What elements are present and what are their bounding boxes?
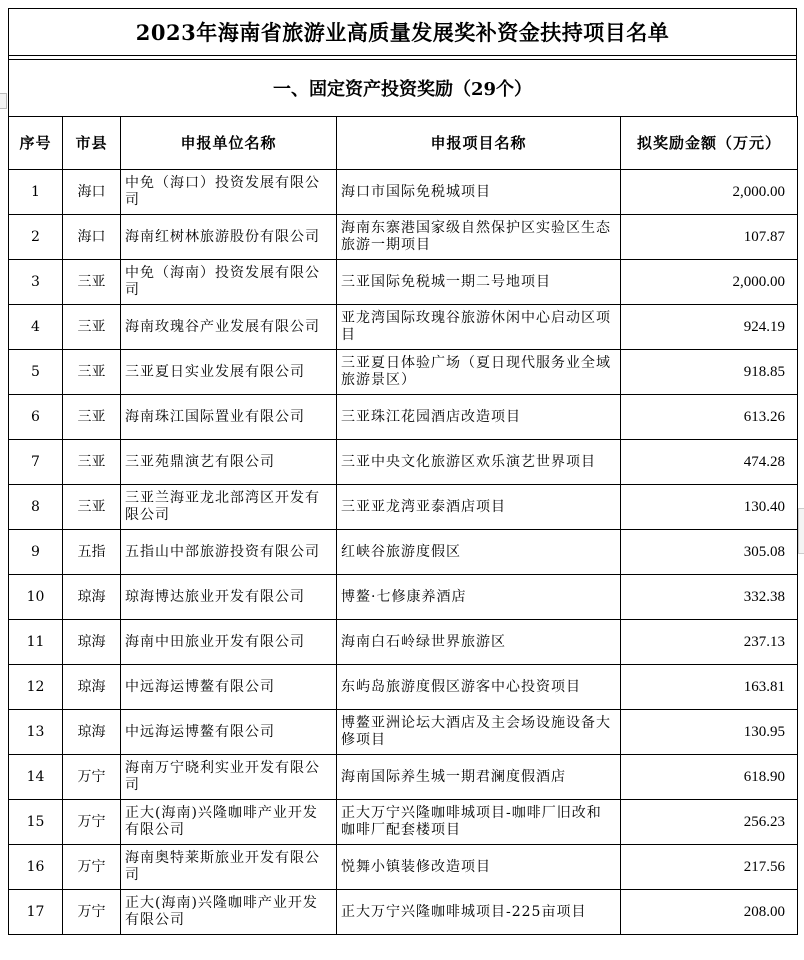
table-row: [9, 485, 798, 530]
cell-amount: 474.28: [621, 440, 798, 485]
cell-county: 海口: [63, 170, 121, 215]
cell-unit: 海南中田旅业开发有限公司: [121, 620, 337, 665]
cell-county: 琼海: [63, 710, 121, 755]
cell-project: 亚龙湾国际玫瑰谷旅游休闲中心启动区项目: [337, 305, 621, 350]
table-row: [9, 260, 798, 305]
cell-project: 海南东寨港国家级自然保护区实验区生态旅游一期项目: [337, 215, 621, 260]
cell-project: 悦舞小镇装修改造项目: [337, 845, 621, 890]
cell-unit: 海南红树林旅游股份有限公司: [121, 215, 337, 260]
cell-no: 17: [9, 890, 63, 935]
section-heading: 一、固定资产投资奖励（29个）: [8, 60, 797, 116]
document-title: 2023年海南省旅游业高质量发展奖补资金扶持项目名单: [8, 8, 797, 55]
cell-county: 三亚: [63, 395, 121, 440]
cell-unit: 正大(海南)兴隆咖啡产业开发有限公司: [121, 800, 337, 845]
table-row: [9, 665, 798, 710]
page-edge-marker-right: [798, 508, 804, 554]
cell-county: 万宁: [63, 845, 121, 890]
cell-project: 三亚珠江花园酒店改造项目: [337, 395, 621, 440]
cell-unit: 三亚夏日实业发展有限公司: [121, 350, 337, 395]
cell-county: 琼海: [63, 665, 121, 710]
cell-amount: 107.87: [621, 215, 798, 260]
table-row: [9, 170, 798, 215]
table-row: [9, 530, 798, 575]
cell-project: 三亚中央文化旅游区欢乐演艺世界项目: [337, 440, 621, 485]
cell-unit: 中远海运博鳌有限公司: [121, 710, 337, 755]
table-row: [9, 620, 798, 665]
cell-project: 海口市国际免税城项目: [337, 170, 621, 215]
cell-county: 万宁: [63, 800, 121, 845]
cell-unit: 海南万宁晓利实业开发有限公司: [121, 755, 337, 800]
table-body: [9, 170, 798, 935]
cell-amount: 332.38: [621, 575, 798, 620]
cell-unit: 五指山中部旅游投资有限公司: [121, 530, 337, 575]
header-project: 申报项目名称: [337, 117, 621, 170]
cell-unit: 中免（海口）投资发展有限公司: [121, 170, 337, 215]
page-edge-marker-left: [0, 93, 7, 109]
cell-no: 8: [9, 485, 63, 530]
cell-project: 三亚亚龙湾亚泰酒店项目: [337, 485, 621, 530]
table-row: [9, 710, 798, 755]
cell-county: 三亚: [63, 350, 121, 395]
cell-unit: 正大(海南)兴隆咖啡产业开发有限公司: [121, 890, 337, 935]
cell-project: 东屿岛旅游度假区游客中心投资项目: [337, 665, 621, 710]
cell-project: 红峡谷旅游度假区: [337, 530, 621, 575]
cell-no: 5: [9, 350, 63, 395]
cell-unit: 中免（海南）投资发展有限公司: [121, 260, 337, 305]
table-row: [9, 350, 798, 395]
cell-no: 13: [9, 710, 63, 755]
cell-amount: 924.19: [621, 305, 798, 350]
table-row: [9, 845, 798, 890]
cell-county: 五指: [63, 530, 121, 575]
table-row: [9, 755, 798, 800]
cell-no: 4: [9, 305, 63, 350]
project-table: [8, 116, 798, 935]
cell-amount: 256.23: [621, 800, 798, 845]
cell-amount: 2,000.00: [621, 170, 798, 215]
cell-amount: 305.08: [621, 530, 798, 575]
cell-project: 海南白石岭绿世界旅游区: [337, 620, 621, 665]
cell-no: 2: [9, 215, 63, 260]
cell-county: 三亚: [63, 440, 121, 485]
cell-amount: 613.26: [621, 395, 798, 440]
cell-amount: 130.40: [621, 485, 798, 530]
cell-county: 万宁: [63, 890, 121, 935]
cell-project: 三亚国际免税城一期二号地项目: [337, 260, 621, 305]
cell-project: 三亚夏日体验广场（夏日现代服务业全域旅游景区）: [337, 350, 621, 395]
table-row: [9, 800, 798, 845]
cell-project: 海南国际养生城一期君澜度假酒店: [337, 755, 621, 800]
cell-county: 海口: [63, 215, 121, 260]
header-unit: 申报单位名称: [121, 117, 337, 170]
cell-unit: 三亚苑鼎演艺有限公司: [121, 440, 337, 485]
cell-project: 正大万宁兴隆咖啡城项目-咖啡厂旧改和咖啡厂配套楼项目: [337, 800, 621, 845]
cell-no: 9: [9, 530, 63, 575]
cell-no: 3: [9, 260, 63, 305]
cell-project: 博鳌亚洲论坛大酒店及主会场设施设备大修项目: [337, 710, 621, 755]
cell-amount: 163.81: [621, 665, 798, 710]
cell-no: 14: [9, 755, 63, 800]
cell-no: 7: [9, 440, 63, 485]
table-row: [9, 575, 798, 620]
cell-amount: 618.90: [621, 755, 798, 800]
cell-amount: 217.56: [621, 845, 798, 890]
cell-no: 10: [9, 575, 63, 620]
cell-unit: 海南玫瑰谷产业发展有限公司: [121, 305, 337, 350]
cell-unit: 三亚兰海亚龙北部湾区开发有限公司: [121, 485, 337, 530]
table-row: [9, 215, 798, 260]
cell-county: 三亚: [63, 260, 121, 305]
cell-county: 万宁: [63, 755, 121, 800]
document-sheet: [8, 8, 797, 935]
cell-no: 15: [9, 800, 63, 845]
cell-unit: 海南奥特莱斯旅业开发有限公司: [121, 845, 337, 890]
table-row: [9, 890, 798, 935]
table-row: [9, 440, 798, 485]
cell-unit: 海南珠江国际置业有限公司: [121, 395, 337, 440]
cell-amount: 130.95: [621, 710, 798, 755]
header-amount: 拟奖励金额（万元）: [621, 117, 798, 170]
cell-no: 6: [9, 395, 63, 440]
cell-amount: 918.85: [621, 350, 798, 395]
cell-county: 琼海: [63, 575, 121, 620]
cell-amount: 2,000.00: [621, 260, 798, 305]
cell-county: 三亚: [63, 305, 121, 350]
header-no: 序号: [9, 117, 63, 170]
table-row: [9, 305, 798, 350]
cell-no: 12: [9, 665, 63, 710]
cell-project: 正大万宁兴隆咖啡城项目-225亩项目: [337, 890, 621, 935]
cell-unit: 琼海博达旅业开发有限公司: [121, 575, 337, 620]
cell-unit: 中远海运博鳌有限公司: [121, 665, 337, 710]
table-row: [9, 395, 798, 440]
cell-county: 三亚: [63, 485, 121, 530]
cell-no: 11: [9, 620, 63, 665]
header-county: 市县: [63, 117, 121, 170]
cell-amount: 208.00: [621, 890, 798, 935]
cell-no: 16: [9, 845, 63, 890]
cell-amount: 237.13: [621, 620, 798, 665]
cell-project: 博鳌·七修康养酒店: [337, 575, 621, 620]
cell-no: 1: [9, 170, 63, 215]
cell-county: 琼海: [63, 620, 121, 665]
table-header-row: [9, 117, 798, 170]
